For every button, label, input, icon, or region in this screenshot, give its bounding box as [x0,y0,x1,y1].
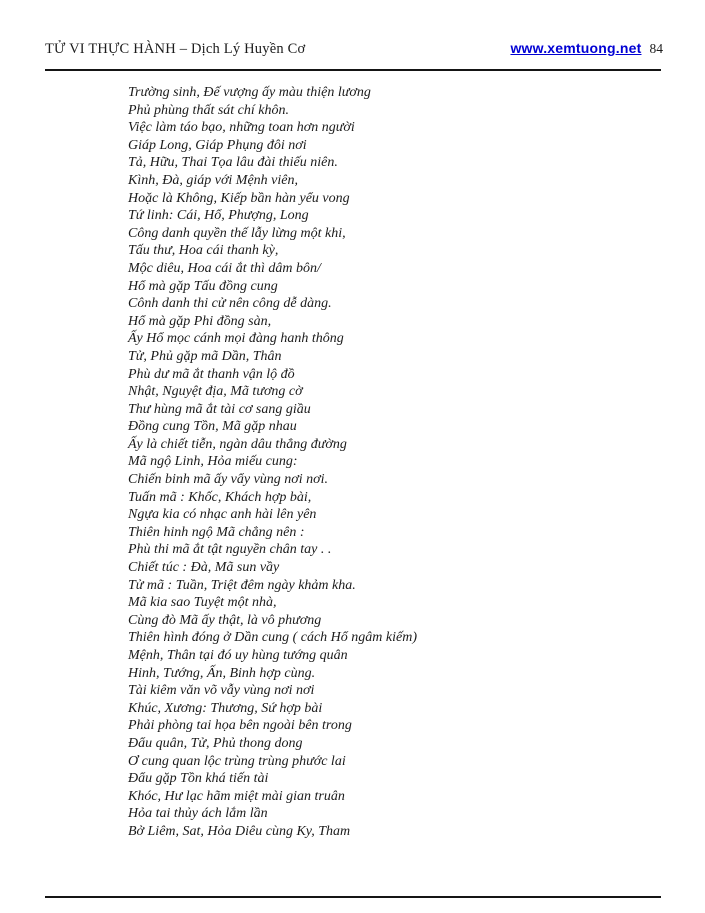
poem-line: Tử mã : Tuần, Triệt đêm ngày khảm kha. [128,577,356,593]
poem-text-block [128,84,598,841]
poem-line: Tử, Phủ gặp mã Dần, Thân [128,348,282,364]
poem-line: Khúc, Xương: Thương, Sứ hợp bài [128,700,323,716]
poem-line: Công danh quyền thế lẫy lừng một khi, [128,225,346,241]
poem-line: Đồng cung Tồn, Mã gặp nhau [128,419,297,435]
book-title: TỬ VI THỰC HÀNH – Dịch Lý Huyền Cơ [45,41,306,57]
website-link[interactable]: www.xemtuong.net [510,40,642,56]
page-number: 84 [649,41,663,56]
poem-line: Cùng đò Mã ấy thật, là vô phương [128,612,322,628]
poem-line: Bở Liêm, Sat, Hỏa Diêu cùng Ky, Tham [128,823,351,839]
poem-line: Hinh, Tướng, Ấn, Binh hợp cùng. [128,665,316,681]
poem-line: Cônh danh thi cử nên công dễ dàng. [128,296,332,312]
poem-line: Chiến binh mã ấy vẩy vùng nơi nơi. [128,472,329,488]
poem-line: Đẩu quân, Tử, Phủ thong dong [128,735,303,751]
poem-line: Thiên hình đóng ở Dần cung ( cách Hổ ngâm kiếm) [128,630,417,646]
poem-line: Hoặc là Không, Kiếp bần hàn yểu vong [128,190,350,206]
poem-line: Ấy Hổ mọc cánh mọi đàng hanh thông [128,331,344,347]
poem-line: Tứ linh: Cái, Hổ, Phượng, Long [128,208,309,224]
poem-line: Ngựa kia có nhạc anh hài lên yên [128,507,317,523]
poem-line: Mệnh, Thân tại đó uy hùng tướng quân [128,648,348,663]
header-rule [45,69,661,71]
poem-line: Mã kia sao Tuyệt một nhà, [128,595,277,611]
poem-line: Tả, Hữu, Thai Tọa lâu đài thiếu niên. [128,155,338,171]
poem-line: Ấy là chiết tiễn, ngàn dâu thẳng đường [128,436,347,452]
poem-line: Khóc, Hư lạc hãm miệt mài gian truân [128,788,345,804]
poem-line: Mộc diêu, Hoa cái ắt thì dâm bôn/ [128,260,321,276]
poem-line: Chiết túc : Đà, Mã sun vầy [128,560,280,576]
poem-line: Phủ phùng thất sát chí khôn. [128,102,289,118]
poem-line: Tấu thư, Hoa cái thanh kỳ, [128,243,279,259]
header-right [510,40,663,57]
poem-line: Phù thi mã ắt tật nguyền chân tay . . [128,542,332,558]
poem-line: Hổ mà gặp Tấu đồng cung [128,278,278,294]
footer-rule [45,896,661,898]
poem-line: Ơ cung quan lộc trùng trùng phước lai [128,753,346,769]
poem-line: Trường sinh, Đế vượng ấy màu thiện lương [128,85,371,100]
poem-line: Đẩu gặp Tồn khá tiến tài [128,771,269,787]
page-header [45,40,663,62]
poem-line: Thiên hinh ngộ Mã chẳng nên : [128,524,305,540]
poem-line: Phải phòng tai họa bên ngoài bên trong [128,718,352,734]
poem-line: Tuấn mã : Khốc, Khách hợp bài, [128,489,312,505]
poem-line: Mã ngộ Linh, Hỏa miếu cung: [128,454,298,470]
poem-line: Hỏa tai thủy ách lắm lần [128,806,268,822]
poem-line: Việc làm táo bạo, những toan hơn người [128,120,355,136]
poem-line: Phù dư mã ắt thanh vận lộ đồ [128,366,295,382]
poem-line: Giáp Long, Giáp Phụng đôi nơi [128,137,307,153]
poem-line: Nhật, Nguyệt địa, Mã tương cờ [128,384,303,400]
poem-line: Kình, Đà, giáp với Mệnh viên, [128,172,298,188]
poem-line: Tài kiêm văn võ vẫy vùng nơi nơi [128,683,315,699]
poem-line: Thư hùng mã ắt tài cơ sang giầu [128,401,311,417]
poem-line: Hổ mà gặp Phi đồng sàn, [128,313,272,329]
